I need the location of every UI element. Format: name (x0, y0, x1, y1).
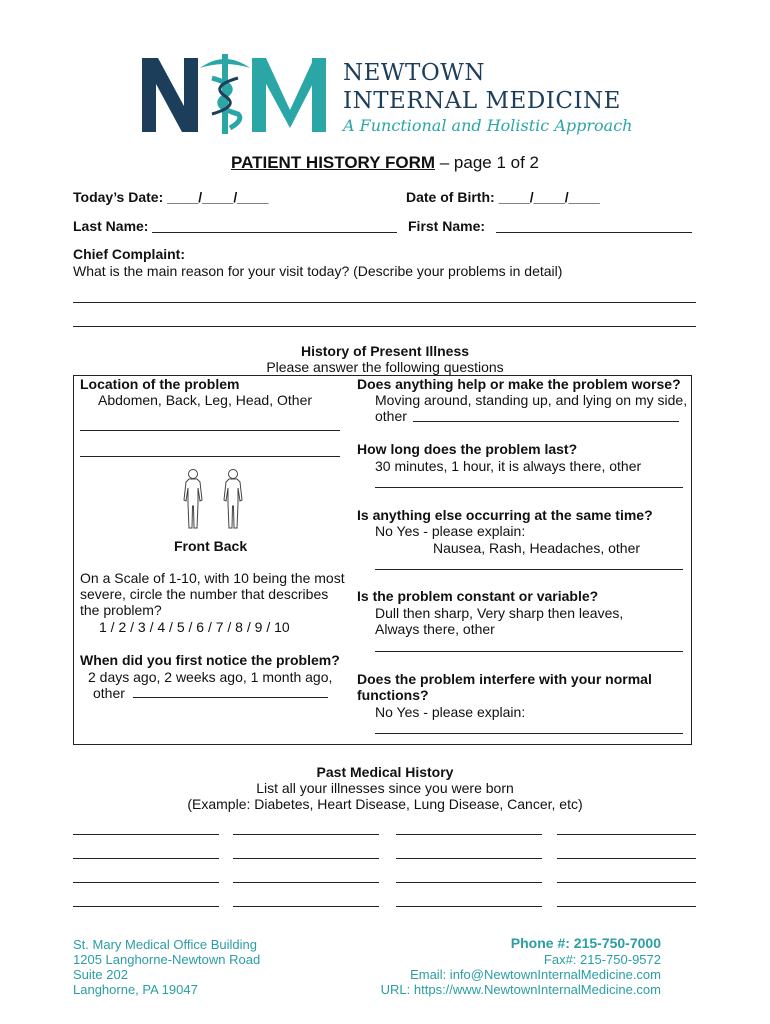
pmh-line-2: (Example: Diabetes, Heart Disease, Lung Disease, Cancer, etc) (187, 796, 583, 812)
pmh-illness-line[interactable] (557, 858, 696, 859)
first-notice-other-label: other (93, 685, 125, 701)
duration-options[interactable]: 30 minutes, 1 hour, it is always there, other (375, 458, 642, 474)
chief-complaint-line[interactable] (73, 326, 696, 327)
pmh-illness-line[interactable] (396, 906, 542, 907)
pmh-illness-line[interactable] (396, 834, 542, 835)
scale-question: On a Scale of 1-10, with 10 being the most severe, circle the number that describes the problem? (80, 570, 345, 618)
pmh-illness-line[interactable] (73, 906, 219, 907)
pmh-illness-line[interactable] (73, 882, 219, 883)
chief-complaint-question: What is the main reason for your visit today? (Describe your problems in detail) (73, 263, 563, 279)
footer-url[interactable]: URL: https://www.NewtownInternalMedicine.com (380, 982, 661, 997)
pmh-illness-line[interactable] (73, 834, 219, 835)
first-notice-question: When did you first notice the problem? (80, 652, 340, 668)
logo-line2: INTERNAL MEDICINE (343, 88, 621, 114)
footer-address-1: St. Mary Medical Office Building (73, 937, 257, 952)
footer-phone[interactable]: Phone #: 215-750-7000 (510, 935, 661, 951)
helps-other-line[interactable] (413, 421, 679, 422)
duration-line[interactable] (375, 487, 683, 488)
pmh-illness-line[interactable] (233, 882, 379, 883)
form-title-text: PATIENT HISTORY FORM (231, 153, 436, 172)
todays-date-label: Today’s Date: (73, 189, 164, 205)
last-name-label: Last Name: (73, 218, 149, 234)
pmh-line-1: List all your illnesses since you were born (256, 780, 514, 796)
front-back-label: Front Back (174, 538, 248, 554)
dob-field[interactable] (406, 189, 600, 205)
else-question: Is anything else occurring at the same time? (357, 507, 653, 523)
interfere-question-2: functions? (357, 687, 429, 703)
pmh-heading: Past Medical History (316, 764, 454, 780)
helps-other-label: other (375, 408, 407, 424)
pmh-illness-line[interactable] (233, 858, 379, 859)
else-yes-no[interactable]: No Yes - please explain: (375, 523, 526, 539)
duration-question: How long does the problem last? (357, 441, 578, 457)
location-options[interactable]: Abdomen, Back, Leg, Head, Other (98, 392, 313, 408)
logo (140, 48, 640, 138)
todays-date-blank[interactable]: ____/____/____ (167, 189, 269, 205)
constant-options-1[interactable]: Dull then sharp, Very sharp then leaves, (375, 605, 624, 621)
pmh-illness-line[interactable] (233, 906, 379, 907)
todays-date-field[interactable] (73, 189, 268, 205)
footer-fax: Fax#: 215-750-9572 (543, 952, 661, 967)
footer-address-3: Suite 202 (73, 967, 128, 982)
logo-line1: NEWTOWN (343, 60, 486, 86)
footer-contact (381, 936, 661, 997)
interfere-question-1: Does the problem interfere with your normal (357, 671, 652, 687)
dob-label: Date of Birth: (406, 189, 495, 205)
chief-complaint-line[interactable] (73, 302, 696, 303)
body-diagram-icon[interactable] (176, 468, 251, 532)
pmh-illness-line[interactable] (557, 882, 696, 883)
interfere-yes-no[interactable]: No Yes - please explain: (375, 704, 526, 720)
pmh-illness-line[interactable] (557, 834, 696, 835)
logo-tagline: A Functional and Holistic Approach (343, 116, 633, 135)
first-name-label: First Name: (408, 218, 486, 234)
footer-address-4: Langhorne, PA 19047 (73, 982, 198, 997)
pmh-illness-line[interactable] (396, 882, 542, 883)
hpi-subheading: Please answer the following questions (266, 359, 504, 375)
pmh-illness-line[interactable] (557, 906, 696, 907)
form-page: – page 1 of 2 (435, 153, 539, 172)
footer-email[interactable]: Email: info@NewtownInternalMedicine.com (410, 967, 661, 982)
nim-monogram-icon (140, 48, 335, 138)
else-line[interactable] (375, 569, 683, 570)
pmh-illness-line[interactable] (396, 858, 542, 859)
location-line[interactable] (80, 430, 340, 431)
constant-question: Is the problem constant or variable? (357, 588, 599, 604)
helps-question: Does anything help or make the problem worse? (357, 376, 681, 392)
last-name-input[interactable] (152, 232, 397, 233)
footer-address (73, 937, 260, 997)
constant-options-2[interactable]: Always there, other (375, 621, 495, 637)
pmh-illness-line[interactable] (233, 834, 379, 835)
footer-address-2: 1205 Langhorne-Newtown Road (73, 952, 261, 967)
constant-line[interactable] (375, 651, 683, 652)
dob-blank[interactable]: ____/____/____ (498, 189, 600, 205)
else-options[interactable]: Nausea, Rash, Headaches, other (433, 540, 641, 556)
first-notice-options[interactable]: 2 days ago, 2 weeks ago, 1 month ago, (88, 669, 333, 685)
first-notice-other-line[interactable] (133, 697, 328, 698)
pmh-illness-line[interactable] (73, 858, 219, 859)
helps-options[interactable]: Moving around, standing up, and lying on my side, (375, 392, 688, 408)
interfere-line[interactable] (375, 733, 683, 734)
location-question: Location of the problem (80, 376, 240, 392)
first-name-input[interactable] (496, 232, 692, 233)
chief-complaint-heading: Chief Complaint: (73, 246, 185, 262)
form-title (0, 153, 770, 173)
hpi-heading: History of Present Illness (300, 343, 470, 359)
location-line[interactable] (80, 456, 340, 457)
scale-values[interactable]: 1 / 2 / 3 / 4 / 5 / 6 / 7 / 8 / 9 / 10 (99, 619, 290, 635)
